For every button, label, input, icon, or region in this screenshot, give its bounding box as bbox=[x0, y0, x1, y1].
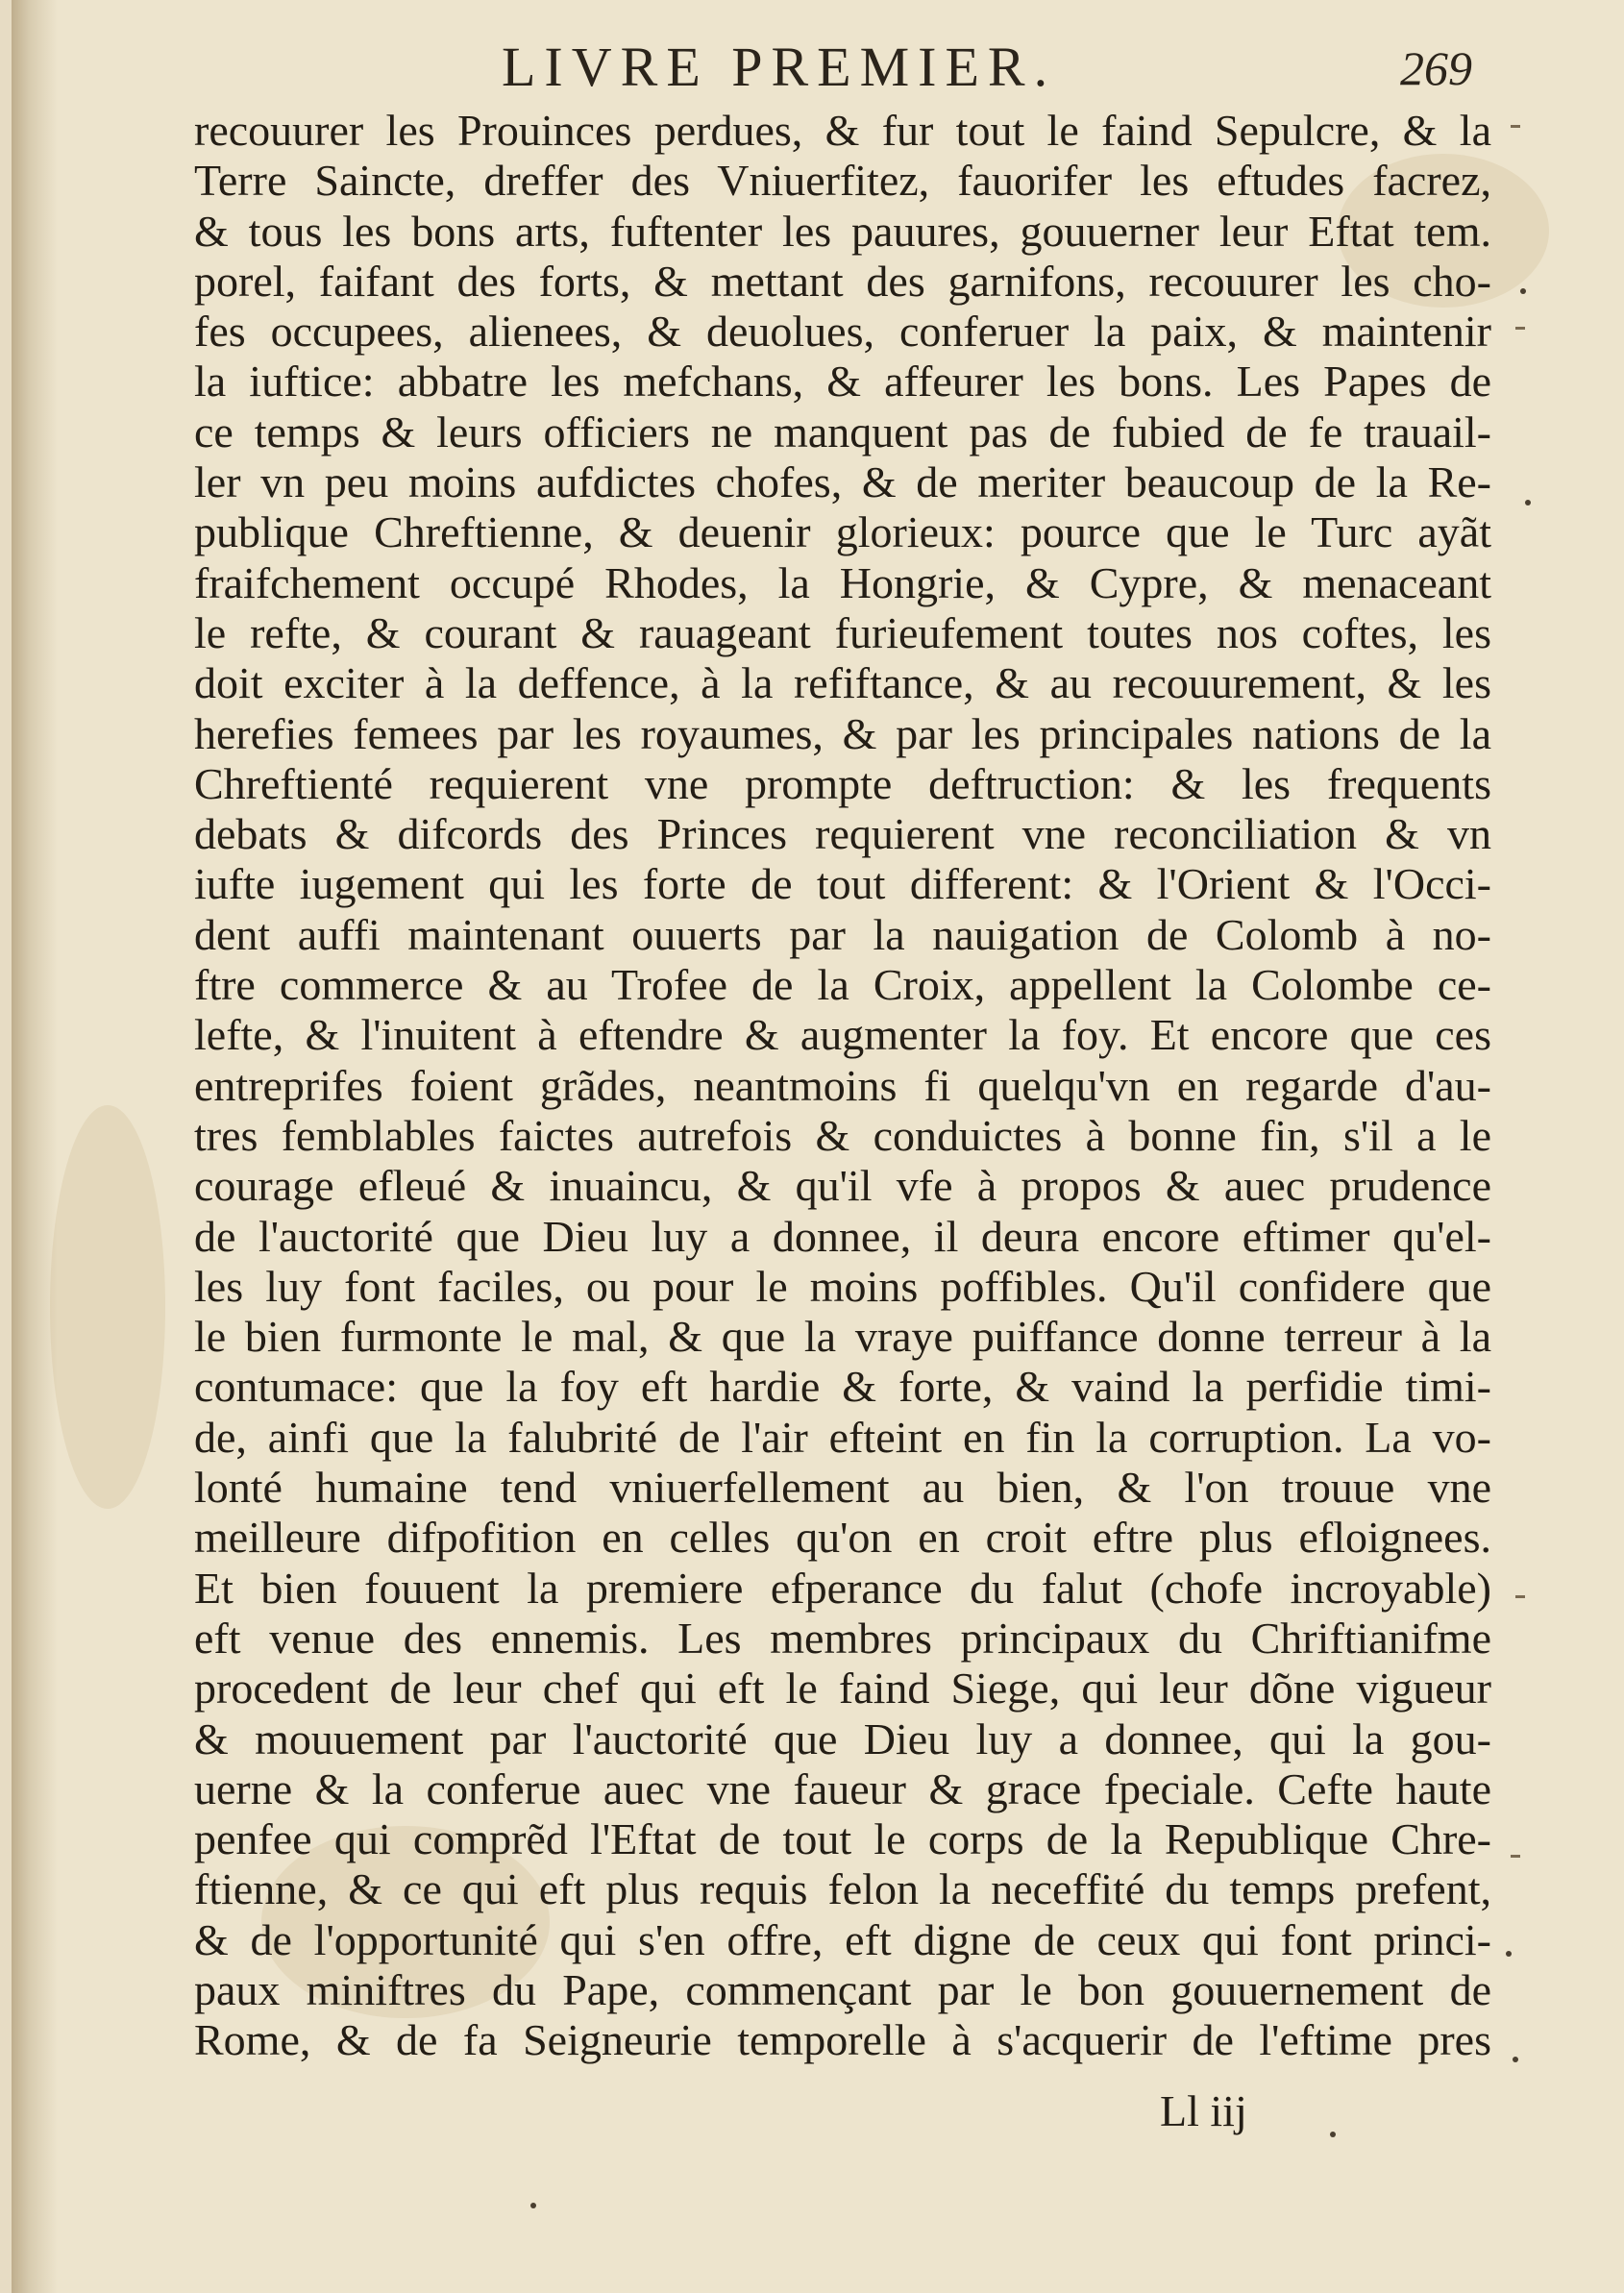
text-line: meilleure difpofition en celles qu'on en croit eftre plus efloignees. bbox=[194, 1513, 1491, 1563]
text-line: uerne & la conferue auec vne faueur & grace fpeciale. Cefte haute bbox=[194, 1763, 1491, 1813]
text-line: la iuftice: abbatre les mefchans, & affeurer les bons. Les Papes de bbox=[194, 357, 1491, 407]
text-line: & tous les bons arts, fuftenter les pauures, gouuerner leur Eftat tem. bbox=[194, 206, 1491, 256]
text-line: ftre commerce & au Trofee de la Croix, appellent la Colombe ce- bbox=[194, 960, 1491, 1010]
running-head: LIVRE PREMIER. bbox=[502, 36, 1057, 98]
margin-mark bbox=[1515, 1595, 1525, 1598]
margin-mark bbox=[1330, 2132, 1336, 2137]
body-text bbox=[194, 106, 1491, 2066]
text-line: recouurer les Prouinces perdues, & fur tout le faind Sepulcre, & la bbox=[194, 106, 1491, 155]
signature-mark: Ll iij bbox=[1160, 2086, 1247, 2135]
margin-mark bbox=[1506, 1951, 1512, 1957]
text-line: entreprifes foient grãdes, neantmoins fi quelqu'vn en regarde d'au- bbox=[194, 1060, 1491, 1110]
text-line: ce temps & leurs officiers ne manquent pas de fubied de fe trauail- bbox=[194, 407, 1491, 456]
margin-mark bbox=[530, 2203, 536, 2208]
text-line: contumace: que la foy eft hardie & forte, & vaind la perfidie timi- bbox=[194, 1362, 1491, 1412]
book-page bbox=[12, 0, 1624, 2293]
text-line: Chreftienté requierent vne prompte deftruction: & les frequents bbox=[194, 758, 1491, 808]
text-line: lefte, & l'inuitent à eftendre & augmenter la foy. Et encore que ces bbox=[194, 1010, 1491, 1060]
text-line: doit exciter à la deffence, à la refiftance, & au recouurement, & les bbox=[194, 658, 1491, 708]
gutter-shadow bbox=[12, 0, 58, 2293]
text-line: le refte, & courant & rauageant furieufement toutes nos coftes, les bbox=[194, 607, 1491, 657]
text-line: de, ainfi que la falubrité de l'air efteint en fin la corruption. La vo- bbox=[194, 1412, 1491, 1462]
text-line: de l'auctorité que Dieu luy a donnee, il deura encore eftimer qu'el- bbox=[194, 1211, 1491, 1261]
margin-mark bbox=[1513, 2057, 1518, 2062]
text-line: publique Chreftienne, & deuenir glorieux: pource que le Turc ayãt bbox=[194, 507, 1491, 557]
text-line: fes occupees, alienees, & deuolues, conferuer la paix, & maintenir bbox=[194, 307, 1491, 357]
paper-stain bbox=[50, 1105, 165, 1509]
margin-mark bbox=[1520, 288, 1526, 294]
text-line: iufte iugement qui les forte de tout different: & l'Orient & l'Occi- bbox=[194, 859, 1491, 909]
margin-mark bbox=[1511, 1855, 1520, 1858]
page-number: 269 bbox=[1400, 41, 1472, 95]
text-line: debats & difcords des Princes requierent vne reconciliation & vn bbox=[194, 809, 1491, 859]
text-line: & mouuement par l'auctorité que Dieu luy a donnee, qui la gou- bbox=[194, 1714, 1491, 1763]
text-line: Terre Saincte, dreffer des Vniuerfitez, fauorifer les eftudes facrez, bbox=[194, 156, 1491, 206]
text-line: dent auffi maintenant ouuerts par la nauigation de Colomb à no- bbox=[194, 909, 1491, 959]
margin-mark bbox=[1515, 327, 1525, 330]
text-line: ler vn peu moins aufdictes chofes, & de meriter beaucoup de la Re- bbox=[194, 457, 1491, 507]
margin-mark bbox=[1511, 125, 1520, 128]
text-line: fraifchement occupé Rhodes, la Hongrie, & Cypre, & menaceant bbox=[194, 557, 1491, 607]
text-line: tres femblables faictes autrefois & conduictes à bonne fin, s'il a le bbox=[194, 1110, 1491, 1160]
text-line: ftienne, & ce qui eft plus requis felon la neceffité du temps prefent, bbox=[194, 1864, 1491, 1914]
text-line: Rome, & de fa Seigneurie temporelle à s'acquerir de l'eftime pres bbox=[194, 2015, 1491, 2065]
text-line: Et bien fouuent la premiere efperance du falut (chofe incroyable) bbox=[194, 1563, 1491, 1613]
text-line: herefies femees par les royaumes, & par les principales nations de la bbox=[194, 708, 1491, 758]
text-line: paux miniftres du Pape, commençant par le bon gouuernement de bbox=[194, 1964, 1491, 2014]
text-line: les luy font faciles, ou pour le moins poffibles. Qu'il confidere que bbox=[194, 1261, 1491, 1311]
text-line: & de l'opportunité qui s'en offre, eft digne de ceux qui font princi- bbox=[194, 1914, 1491, 1964]
text-line: lonté humaine tend vniuerfellement au bien, & l'on trouue vne bbox=[194, 1463, 1491, 1513]
text-line: porel, faifant des forts, & mettant des garnifons, recouurer les cho- bbox=[194, 256, 1491, 306]
text-line: courage efleué & inuaincu, & qu'il vfe à propos & auec prudence bbox=[194, 1161, 1491, 1211]
text-line: penfee qui comprẽd l'Eftat de tout le corps de la Republique Chre- bbox=[194, 1814, 1491, 1864]
margin-mark bbox=[1525, 500, 1531, 505]
text-line: procedent de leur chef qui eft le faind Siege, qui leur dõne vigueur bbox=[194, 1664, 1491, 1714]
text-line: eft venue des ennemis. Les membres principaux du Chriftianifme bbox=[194, 1613, 1491, 1663]
text-line: le bien furmonte le mal, & que la vraye puiffance donne terreur à la bbox=[194, 1312, 1491, 1362]
